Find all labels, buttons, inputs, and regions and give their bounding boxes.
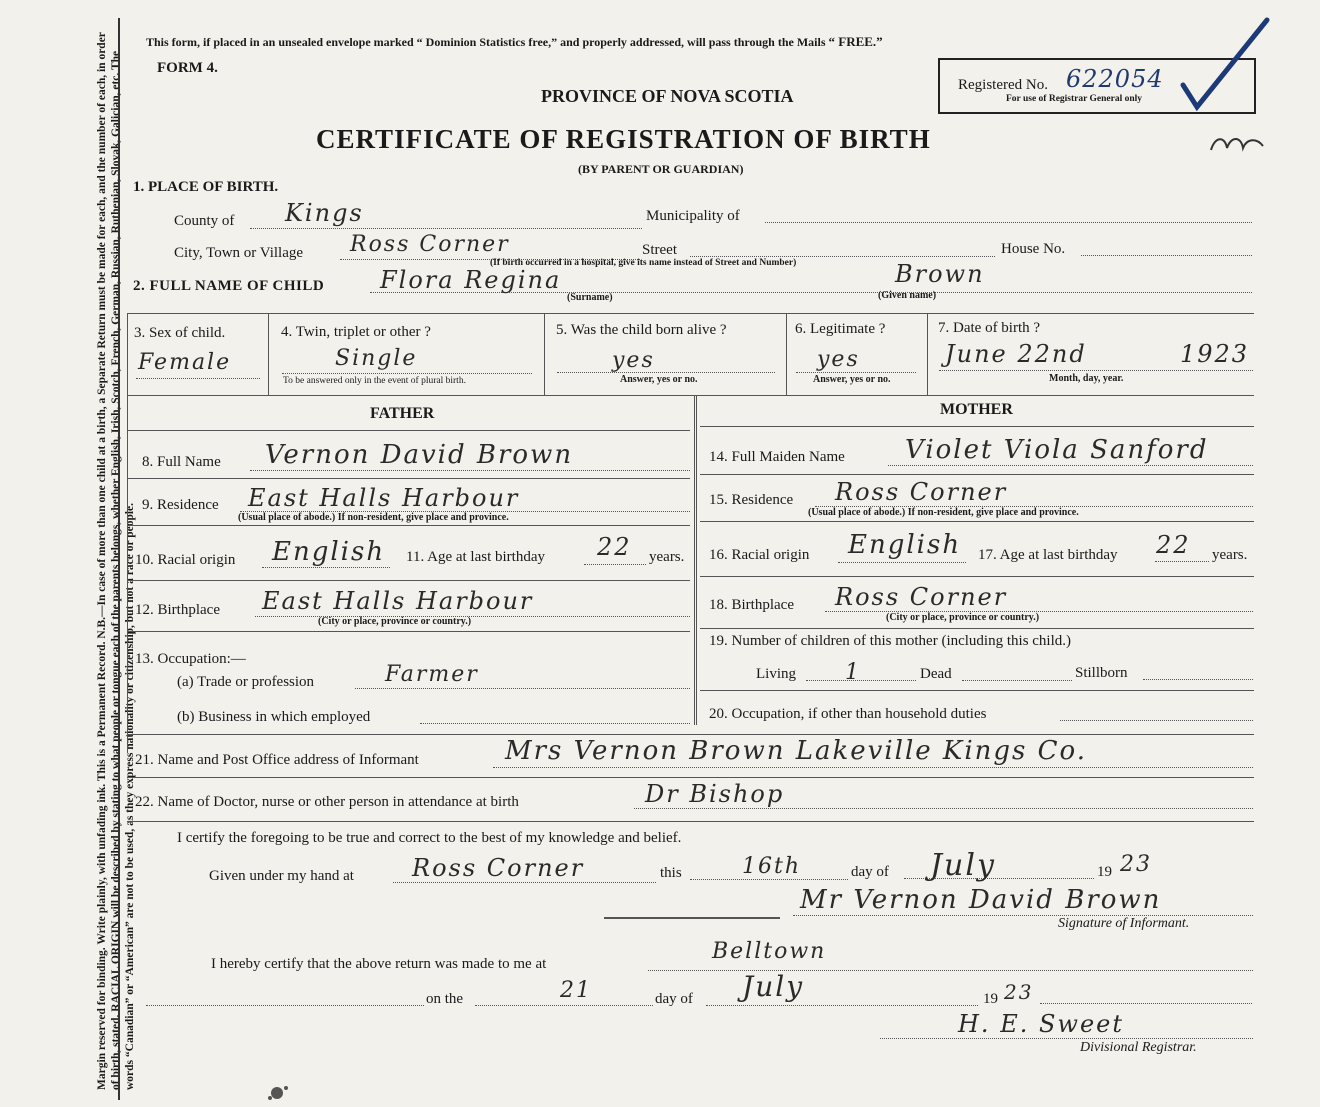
- street-label: Street: [642, 242, 677, 258]
- municipality-label: Municipality of: [646, 208, 740, 224]
- mother-age-label: 17. Age at last birthday: [978, 547, 1118, 563]
- sex-value: Female: [138, 350, 232, 375]
- informant-signature-caption: Signature of Informant.: [1058, 916, 1190, 931]
- registrar-month-value: July: [742, 970, 805, 1003]
- sex-label: 3. Sex of child.: [134, 325, 226, 341]
- informant-value: Mrs Vernon Brown Lakeville Kings Co.: [505, 736, 1088, 766]
- ink-blot-icon: [262, 1080, 296, 1104]
- father-trade-label: (a) Trade or profession: [177, 674, 315, 690]
- father-residence-note: (Usual place of abode.) If non-resident, give place and province.: [238, 512, 509, 523]
- given-place-value: Ross Corner: [412, 854, 585, 882]
- mother-race-label: 16. Racial origin: [709, 547, 810, 563]
- registered-no-value: 622054: [1066, 65, 1164, 93]
- mother-years-label: years.: [1212, 547, 1248, 563]
- legitimate-value: yes: [817, 347, 860, 372]
- twin-value: Single: [335, 346, 418, 371]
- mother-children-label: 19. Number of children of this mother (including this child.): [709, 633, 1072, 649]
- dead-label: Dead: [920, 666, 952, 682]
- father-age-value: 22: [597, 533, 632, 561]
- mother-residence-label: 15. Residence: [709, 492, 794, 508]
- father-race-value: English: [272, 537, 386, 567]
- stillborn-label: Stillborn: [1075, 665, 1128, 681]
- father-birthplace-value: East Halls Harbour: [262, 587, 534, 615]
- child-name-label: 2. FULL NAME OF CHILD: [133, 278, 325, 294]
- child-given-name-value: Flora Regina: [380, 266, 562, 294]
- born-alive-note: Answer, yes or no.: [620, 374, 698, 385]
- margin-instructions: Margin reserved for binding. Write plainly, with unfading ink. This is a Permanent Record. N.B.—In case of more than one child at a birth, a Separate Return must be made for each, and the number of each, in order of birth, stated. RACIAL ORIGIN will be described by stating to what people or tongue each of the parents belongs, whether English, Irish, Scotch, French, German, Russian, Ruthenian, Slovak, Galician, etc. The words “Canadian” or “American” are not to be used, as they express nationality or citizenship, but not a race or people.: [96, 32, 136, 1090]
- mother-residence-note: (Usual place of abode.) If non-resident, give place and province.: [808, 507, 1079, 518]
- check-mark-icon: [1175, 15, 1275, 115]
- registrar-place-value: Belltown: [712, 939, 827, 964]
- province-heading: PROVINCE OF NOVA SCOTIA: [541, 86, 794, 106]
- legitimate-note: Answer, yes or no.: [813, 374, 891, 385]
- father-heading: FATHER: [370, 405, 435, 422]
- mother-name-label: 14. Full Maiden Name: [709, 449, 845, 465]
- mother-age-value: 22: [1156, 531, 1191, 559]
- ink-doodle-icon: [1205, 130, 1269, 158]
- father-name-value: Vernon David Brown: [265, 440, 574, 470]
- dob-label: 7. Date of birth ?: [938, 320, 1041, 336]
- certify-statement: I certify the foregoing to be true and correct to the best of my knowledge and belief.: [177, 830, 682, 846]
- living-value: 1: [845, 660, 861, 685]
- given-under-hand-label: Given under my hand at: [209, 868, 354, 884]
- legitimate-label: 6. Legitimate ?: [795, 321, 886, 337]
- dob-year-value: 1923: [1180, 340, 1250, 368]
- born-alive-value: yes: [612, 348, 655, 373]
- informant-label: 21. Name and Post Office address of Informant: [135, 752, 419, 768]
- twin-label: 4. Twin, triplet or other ?: [281, 324, 431, 340]
- house-no-label: House No.: [1001, 241, 1066, 257]
- mother-birthplace-label: 18. Birthplace: [709, 597, 794, 613]
- certificate-title: CERTIFICATE OF REGISTRATION OF BIRTH: [316, 124, 931, 154]
- mother-race-value: English: [848, 530, 962, 560]
- child-surname-value: Brown: [895, 260, 985, 288]
- father-race-label: 10. Racial origin: [135, 552, 236, 568]
- mother-birthplace-value: Ross Corner: [835, 583, 1008, 611]
- twin-note: To be answered only in the event of plural birth.: [283, 376, 466, 386]
- father-trade-value: Farmer: [385, 662, 479, 687]
- mother-heading: MOTHER: [940, 401, 1013, 418]
- this-label: this: [660, 865, 682, 881]
- dob-note: Month, day, year.: [1049, 373, 1124, 384]
- father-residence-value: East Halls Harbour: [248, 484, 520, 512]
- living-label: Living: [756, 666, 796, 682]
- father-occupation-label: 13. Occupation:—: [135, 651, 246, 667]
- father-business-label: (b) Business in which employed: [177, 709, 371, 725]
- on-the-label: on the: [426, 991, 464, 1007]
- certify-day-of-label: day of: [851, 864, 889, 880]
- mother-birthplace-note: (City or place, province or country.): [886, 612, 1040, 623]
- given-name-note: (Given name): [878, 290, 937, 301]
- certificate-subtitle: (BY PARENT OR GUARDIAN): [578, 162, 744, 176]
- certify-year-prefix: 19: [1097, 864, 1112, 880]
- hospital-note: (If birth occurred in a hospital, give its name instead of Street and Number): [490, 258, 797, 268]
- binding-margin-line: [118, 18, 120, 1100]
- registrar-year-prefix: 19: [983, 991, 998, 1007]
- dob-value: June 22nd: [945, 340, 1087, 368]
- postage-note: This form, if placed in an unsealed envelope marked “ Dominion Statistics free,” and properly addressed, will pass through the Mails “ FREE.”: [146, 34, 883, 49]
- doctor-label: 22. Name of Doctor, nurse or other person in attendance at birth: [135, 794, 519, 810]
- father-name-label: 8. Full Name: [142, 454, 221, 470]
- registrar-day-of-label: day of: [655, 991, 693, 1007]
- registrar-signature: H. E. Sweet: [958, 1010, 1124, 1038]
- doctor-value: Dr Bishop: [645, 780, 785, 808]
- registered-no-label: Registered No.: [958, 77, 1048, 93]
- born-alive-label: 5. Was the child born alive ?: [556, 322, 727, 338]
- registrar-statement: I hereby certify that the above return was made to me at: [211, 956, 547, 972]
- father-birthplace-label: 12. Birthplace: [135, 602, 220, 618]
- informant-signature: Mr Vernon David Brown: [800, 885, 1162, 915]
- mother-residence-value: Ross Corner: [835, 478, 1008, 506]
- form-number: FORM 4.: [157, 60, 218, 76]
- certify-day-value: 16th: [742, 854, 802, 879]
- father-age-label: 11. Age at last birthday: [406, 549, 545, 565]
- father-residence-label: 9. Residence: [142, 497, 219, 513]
- place-of-birth-heading: 1. PLACE OF BIRTH.: [133, 179, 279, 195]
- county-label: County of: [174, 213, 235, 229]
- surname-note: (Surname): [567, 292, 613, 303]
- registrar-year-value: 23: [1004, 980, 1034, 1004]
- registrar-caption: Divisional Registrar.: [1080, 1040, 1197, 1055]
- mother-occupation-label: 20. Occupation, if other than household duties: [709, 706, 987, 722]
- county-value: Kings: [285, 199, 364, 227]
- city-label: City, Town or Village: [174, 245, 304, 261]
- city-value: Ross Corner: [350, 232, 510, 257]
- certify-month-value: July: [930, 848, 996, 883]
- father-birthplace-note: (City or place, province or country.): [318, 616, 472, 627]
- registrar-note: For use of Registrar General only: [1006, 94, 1143, 104]
- mother-name-value: Violet Viola Sanford: [905, 435, 1209, 465]
- certify-year-value: 23: [1120, 852, 1152, 877]
- father-years-label: years.: [649, 549, 685, 565]
- registrar-day-value: 21: [560, 978, 592, 1003]
